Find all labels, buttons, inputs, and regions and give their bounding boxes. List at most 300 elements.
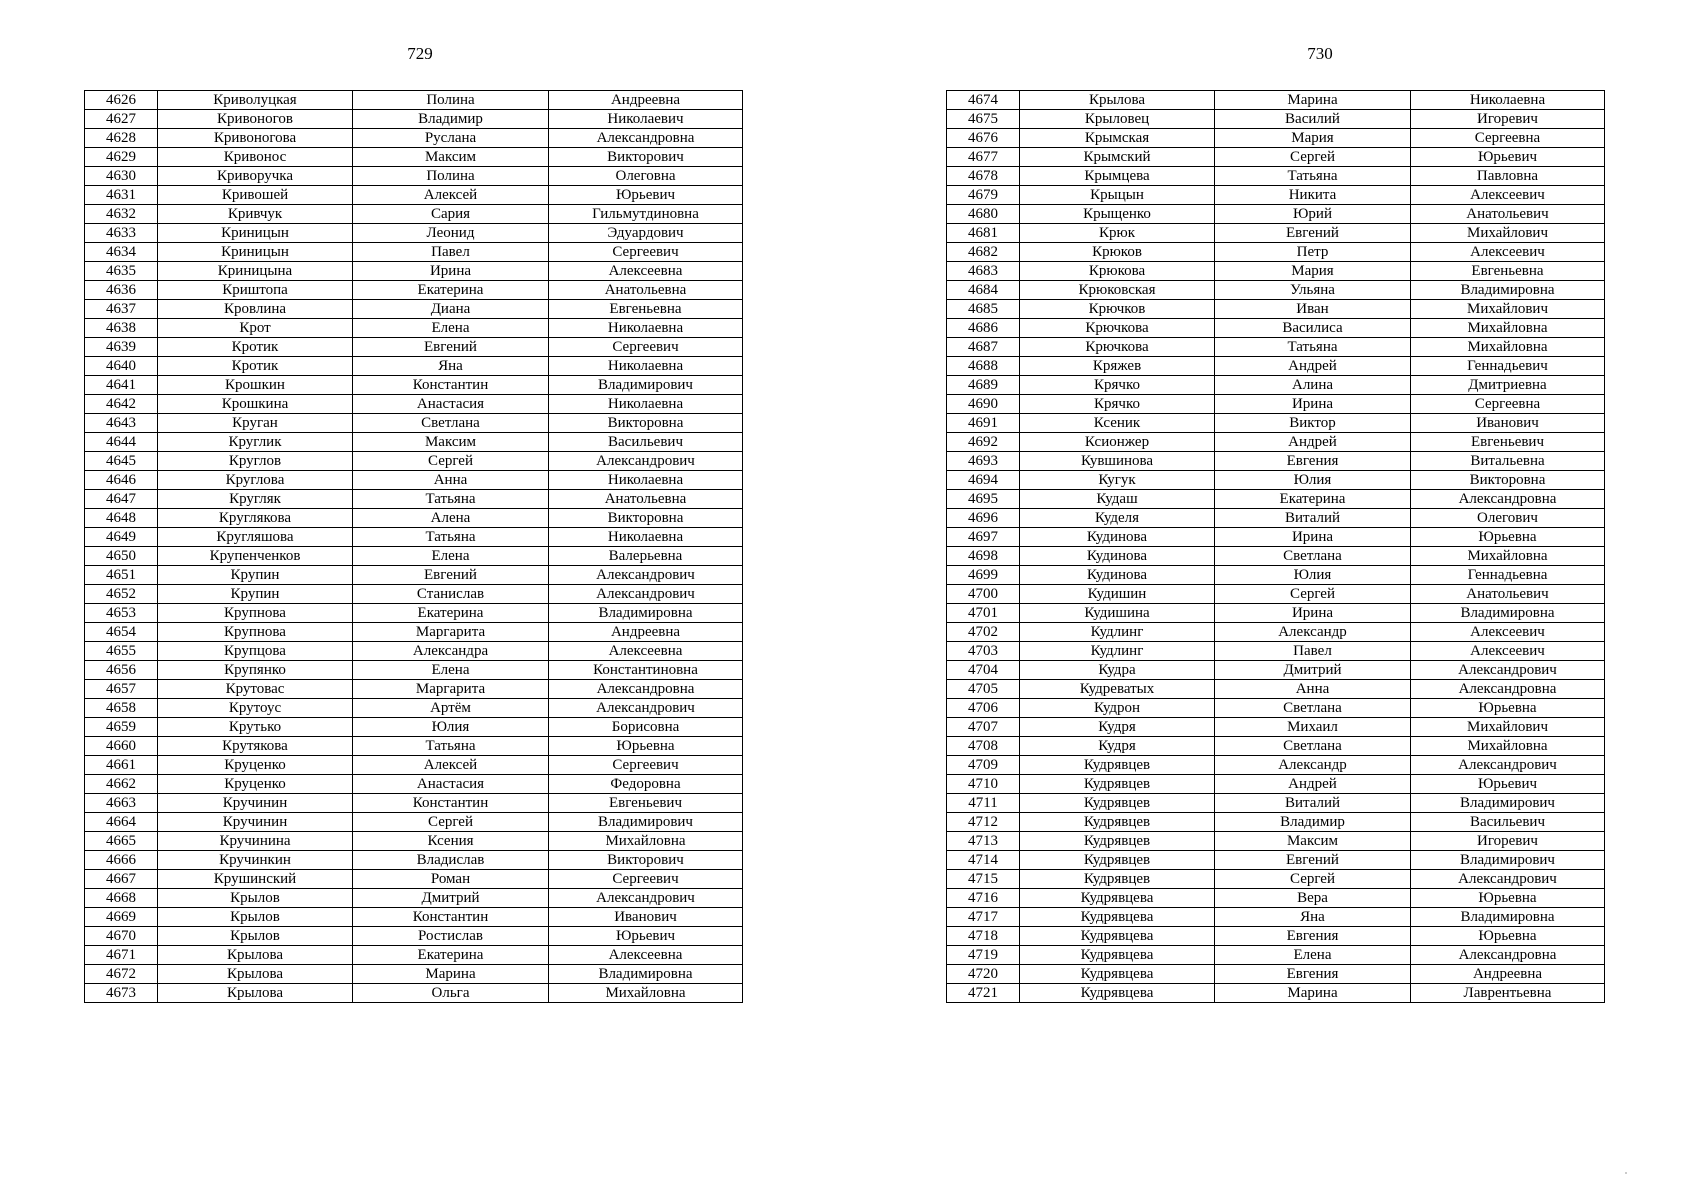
surname-cell: Крыщенко xyxy=(1020,205,1215,224)
table-row xyxy=(947,262,1605,281)
first-name-cell: Анна xyxy=(353,471,549,490)
record-number-cell: 4686 xyxy=(947,319,1020,338)
first-name-cell: Василий xyxy=(1215,110,1411,129)
record-number-cell: 4647 xyxy=(85,490,158,509)
first-name-cell: Сергей xyxy=(1215,148,1411,167)
patronymic-cell: Николаевна xyxy=(549,471,743,490)
first-name-cell: Анастасия xyxy=(353,395,549,414)
table-row xyxy=(947,148,1605,167)
table-row xyxy=(85,395,743,414)
first-name-cell: Владимир xyxy=(1215,813,1411,832)
surname-cell: Крутько xyxy=(158,718,353,737)
first-name-cell: Алексей xyxy=(353,756,549,775)
table-row xyxy=(85,927,743,946)
record-number-cell: 4716 xyxy=(947,889,1020,908)
surname-cell: Крупцова xyxy=(158,642,353,661)
first-name-cell: Марина xyxy=(1215,91,1411,110)
surname-cell: Крупянко xyxy=(158,661,353,680)
first-name-cell: Алина xyxy=(1215,376,1411,395)
patronymic-cell: Федоровна xyxy=(549,775,743,794)
first-name-cell: Константин xyxy=(353,908,549,927)
table-row xyxy=(85,699,743,718)
table-row xyxy=(947,281,1605,300)
record-number-cell: 4672 xyxy=(85,965,158,984)
table-row xyxy=(947,452,1605,471)
patronymic-cell: Александровна xyxy=(549,129,743,148)
surname-cell: Кругляк xyxy=(158,490,353,509)
surname-cell: Крылова xyxy=(158,946,353,965)
table-row xyxy=(947,965,1605,984)
patronymic-cell: Александровна xyxy=(1411,490,1605,509)
surname-cell: Куделя xyxy=(1020,509,1215,528)
patronymic-cell: Владимирович xyxy=(549,813,743,832)
table-row xyxy=(947,737,1605,756)
page-number: 729 xyxy=(407,44,433,63)
surname-cell: Кудрявцев xyxy=(1020,756,1215,775)
record-number-cell: 4665 xyxy=(85,832,158,851)
table-row xyxy=(947,870,1605,889)
table-row xyxy=(947,680,1605,699)
table-row xyxy=(85,566,743,585)
record-number-cell: 4718 xyxy=(947,927,1020,946)
first-name-cell: Сария xyxy=(353,205,549,224)
patronymic-cell: Александрович xyxy=(1411,661,1605,680)
surname-cell: Ксионжер xyxy=(1020,433,1215,452)
record-number-cell: 4676 xyxy=(947,129,1020,148)
surname-cell: Криштопа xyxy=(158,281,353,300)
surname-cell: Кривошей xyxy=(158,186,353,205)
first-name-cell: Полина xyxy=(353,167,549,186)
first-name-cell: Юлия xyxy=(353,718,549,737)
first-name-cell: Станислав xyxy=(353,585,549,604)
surname-cell: Кручинин xyxy=(158,813,353,832)
surname-cell: Кротик xyxy=(158,357,353,376)
table-row xyxy=(85,604,743,623)
table-row xyxy=(85,91,743,110)
record-number-cell: 4708 xyxy=(947,737,1020,756)
first-name-cell: Мария xyxy=(1215,129,1411,148)
record-number-cell: 4700 xyxy=(947,585,1020,604)
surname-cell: Крылова xyxy=(158,965,353,984)
surname-cell: Крючков xyxy=(1020,300,1215,319)
first-name-cell: Елена xyxy=(1215,946,1411,965)
table-row xyxy=(85,243,743,262)
patronymic-cell: Константиновна xyxy=(549,661,743,680)
surname-cell: Кудлинг xyxy=(1020,623,1215,642)
first-name-cell: Диана xyxy=(353,300,549,319)
table-row xyxy=(85,319,743,338)
first-name-cell: Маргарита xyxy=(353,680,549,699)
surname-cell: Крючкова xyxy=(1020,338,1215,357)
record-number-cell: 4658 xyxy=(85,699,158,718)
patronymic-cell: Александрович xyxy=(1411,756,1605,775)
record-number-cell: 4639 xyxy=(85,338,158,357)
first-name-cell: Полина xyxy=(353,91,549,110)
scan-dot-mark xyxy=(1625,1172,1627,1174)
table-row xyxy=(85,965,743,984)
surname-cell: Крюков xyxy=(1020,243,1215,262)
patronymic-cell: Юрьевна xyxy=(1411,927,1605,946)
record-number-cell: 4677 xyxy=(947,148,1020,167)
patronymic-cell: Викторович xyxy=(549,148,743,167)
patronymic-cell: Александрович xyxy=(549,889,743,908)
patronymic-cell: Александровна xyxy=(1411,680,1605,699)
first-name-cell: Андрей xyxy=(1215,433,1411,452)
first-name-cell: Максим xyxy=(353,433,549,452)
record-number-cell: 4642 xyxy=(85,395,158,414)
table-row xyxy=(947,186,1605,205)
record-number-cell: 4660 xyxy=(85,737,158,756)
table-row xyxy=(947,319,1605,338)
patronymic-cell: Васильевич xyxy=(1411,813,1605,832)
surname-cell: Крушинский xyxy=(158,870,353,889)
table-row xyxy=(947,376,1605,395)
first-name-cell: Татьяна xyxy=(353,737,549,756)
patronymic-cell: Александровна xyxy=(549,680,743,699)
record-number-cell: 4684 xyxy=(947,281,1020,300)
surname-cell: Кровлина xyxy=(158,300,353,319)
patronymic-cell: Николаевна xyxy=(549,528,743,547)
surname-cell: Круглова xyxy=(158,471,353,490)
surname-cell: Кудрявцев xyxy=(1020,870,1215,889)
first-name-cell: Ульяна xyxy=(1215,281,1411,300)
table-row xyxy=(947,490,1605,509)
first-name-cell: Анна xyxy=(1215,680,1411,699)
surname-cell: Крутовас xyxy=(158,680,353,699)
table-row xyxy=(947,167,1605,186)
first-name-cell: Андрей xyxy=(1215,357,1411,376)
patronymic-cell: Викторовна xyxy=(1411,471,1605,490)
patronymic-cell: Николаевна xyxy=(549,357,743,376)
table-row xyxy=(947,110,1605,129)
patronymic-cell: Владимирович xyxy=(1411,851,1605,870)
surname-cell: Криворучка xyxy=(158,167,353,186)
first-name-cell: Светлана xyxy=(1215,737,1411,756)
patronymic-cell: Павловна xyxy=(1411,167,1605,186)
table-row xyxy=(85,186,743,205)
first-name-cell: Евгений xyxy=(353,566,549,585)
surname-cell: Крупнова xyxy=(158,623,353,642)
first-name-cell: Яна xyxy=(353,357,549,376)
surname-cell: Круган xyxy=(158,414,353,433)
table-row xyxy=(947,471,1605,490)
page-left xyxy=(0,0,847,1200)
table-row xyxy=(85,148,743,167)
table-row xyxy=(947,566,1605,585)
first-name-cell: Владислав xyxy=(353,851,549,870)
table-row xyxy=(85,224,743,243)
record-number-cell: 4678 xyxy=(947,167,1020,186)
surname-cell: Крутякова xyxy=(158,737,353,756)
record-number-cell: 4644 xyxy=(85,433,158,452)
record-number-cell: 4695 xyxy=(947,490,1020,509)
patronymic-cell: Геннадьевич xyxy=(1411,357,1605,376)
patronymic-cell: Александрович xyxy=(549,699,743,718)
first-name-cell: Ксения xyxy=(353,832,549,851)
first-name-cell: Александра xyxy=(353,642,549,661)
record-number-cell: 4669 xyxy=(85,908,158,927)
surname-cell: Кудрявцева xyxy=(1020,908,1215,927)
first-name-cell: Екатерина xyxy=(353,281,549,300)
table-row xyxy=(85,490,743,509)
first-name-cell: Мария xyxy=(1215,262,1411,281)
record-number-cell: 4655 xyxy=(85,642,158,661)
table-row xyxy=(85,851,743,870)
record-number-cell: 4651 xyxy=(85,566,158,585)
surname-cell: Крячко xyxy=(1020,376,1215,395)
first-name-cell: Елена xyxy=(353,319,549,338)
surname-cell: Кудишин xyxy=(1020,585,1215,604)
first-name-cell: Сергей xyxy=(353,813,549,832)
patronymic-cell: Николаевна xyxy=(549,395,743,414)
table-row xyxy=(85,547,743,566)
patronymic-cell: Юрьевна xyxy=(549,737,743,756)
patronymic-cell: Евгеньевна xyxy=(1411,262,1605,281)
first-name-cell: Михаил xyxy=(1215,718,1411,737)
table-row xyxy=(947,661,1605,680)
record-number-cell: 4687 xyxy=(947,338,1020,357)
first-name-cell: Виталий xyxy=(1215,509,1411,528)
record-number-cell: 4713 xyxy=(947,832,1020,851)
record-number-cell: 4689 xyxy=(947,376,1020,395)
first-name-cell: Леонид xyxy=(353,224,549,243)
table-row xyxy=(947,699,1605,718)
patronymic-cell: Михайловна xyxy=(1411,547,1605,566)
record-number-cell: 4692 xyxy=(947,433,1020,452)
patronymic-cell: Алексеевна xyxy=(549,946,743,965)
table-row xyxy=(947,623,1605,642)
patronymic-cell: Михайловна xyxy=(549,832,743,851)
first-name-cell: Екатерина xyxy=(353,946,549,965)
patronymic-cell: Валерьевна xyxy=(549,547,743,566)
patronymic-cell: Михайлович xyxy=(1411,718,1605,737)
first-name-cell: Евгения xyxy=(1215,965,1411,984)
record-number-cell: 4632 xyxy=(85,205,158,224)
surname-cell: Кручинина xyxy=(158,832,353,851)
patronymic-cell: Гильмутдиновна xyxy=(549,205,743,224)
record-number-cell: 4680 xyxy=(947,205,1020,224)
record-number-cell: 4720 xyxy=(947,965,1020,984)
patronymic-cell: Михайловна xyxy=(1411,737,1605,756)
surname-cell: Крюкова xyxy=(1020,262,1215,281)
surname-cell: Кудрявцев xyxy=(1020,794,1215,813)
record-number-cell: 4661 xyxy=(85,756,158,775)
patronymic-cell: Александрович xyxy=(549,585,743,604)
surname-cell: Крылов xyxy=(158,927,353,946)
patronymic-cell: Алексеевич xyxy=(1411,642,1605,661)
table-row xyxy=(85,205,743,224)
table-row xyxy=(947,509,1605,528)
record-number-cell: 4719 xyxy=(947,946,1020,965)
record-number-cell: 4633 xyxy=(85,224,158,243)
record-number-cell: 4643 xyxy=(85,414,158,433)
table-row xyxy=(947,718,1605,737)
patronymic-cell: Юрьевич xyxy=(1411,148,1605,167)
patronymic-cell: Олегович xyxy=(1411,509,1605,528)
table-row xyxy=(947,851,1605,870)
surname-cell: Кудра xyxy=(1020,661,1215,680)
patronymic-cell: Михайловна xyxy=(1411,338,1605,357)
table-row xyxy=(947,300,1605,319)
surname-cell: Криволуцкая xyxy=(158,91,353,110)
surname-cell: Криницын xyxy=(158,243,353,262)
roster-body xyxy=(85,91,743,1003)
table-row xyxy=(947,984,1605,1003)
first-name-cell: Иван xyxy=(1215,300,1411,319)
patronymic-cell: Андреевна xyxy=(549,623,743,642)
first-name-cell: Виталий xyxy=(1215,794,1411,813)
record-number-cell: 4688 xyxy=(947,357,1020,376)
record-number-cell: 4654 xyxy=(85,623,158,642)
patronymic-cell: Сергеевич xyxy=(549,870,743,889)
first-name-cell: Светлана xyxy=(353,414,549,433)
patronymic-cell: Анатольевич xyxy=(1411,205,1605,224)
table-row xyxy=(947,832,1605,851)
first-name-cell: Ростислав xyxy=(353,927,549,946)
table-row xyxy=(947,433,1605,452)
patronymic-cell: Юрьевич xyxy=(1411,775,1605,794)
patronymic-cell: Евгеньевич xyxy=(549,794,743,813)
table-row xyxy=(947,604,1605,623)
record-number-cell: 4693 xyxy=(947,452,1020,471)
record-number-cell: 4659 xyxy=(85,718,158,737)
first-name-cell: Сергей xyxy=(353,452,549,471)
table-row xyxy=(85,281,743,300)
surname-cell: Кручинкин xyxy=(158,851,353,870)
patronymic-cell: Николаевна xyxy=(549,319,743,338)
first-name-cell: Юлия xyxy=(1215,471,1411,490)
record-number-cell: 4701 xyxy=(947,604,1020,623)
record-number-cell: 4653 xyxy=(85,604,158,623)
patronymic-cell: Юрьевич xyxy=(549,927,743,946)
record-number-cell: 4712 xyxy=(947,813,1020,832)
record-number-cell: 4662 xyxy=(85,775,158,794)
patronymic-cell: Витальевна xyxy=(1411,452,1605,471)
surname-cell: Крыловец xyxy=(1020,110,1215,129)
table-row xyxy=(85,471,743,490)
first-name-cell: Дмитрий xyxy=(353,889,549,908)
table-row xyxy=(947,357,1605,376)
first-name-cell: Юрий xyxy=(1215,205,1411,224)
first-name-cell: Ирина xyxy=(353,262,549,281)
patronymic-cell: Анатольевна xyxy=(549,490,743,509)
patronymic-cell: Евгеньевна xyxy=(549,300,743,319)
record-number-cell: 4671 xyxy=(85,946,158,965)
surname-cell: Кривонос xyxy=(158,148,353,167)
surname-cell: Кудинова xyxy=(1020,528,1215,547)
surname-cell: Кудрявцева xyxy=(1020,927,1215,946)
first-name-cell: Евгения xyxy=(1215,927,1411,946)
surname-cell: Крымская xyxy=(1020,129,1215,148)
roster-body xyxy=(947,91,1605,1003)
record-number-cell: 4709 xyxy=(947,756,1020,775)
patronymic-cell: Дмитриевна xyxy=(1411,376,1605,395)
first-name-cell: Константин xyxy=(353,376,549,395)
table-row xyxy=(85,167,743,186)
first-name-cell: Евгений xyxy=(1215,224,1411,243)
record-number-cell: 4649 xyxy=(85,528,158,547)
surname-cell: Кудишина xyxy=(1020,604,1215,623)
first-name-cell: Максим xyxy=(353,148,549,167)
patronymic-cell: Анатольевич xyxy=(1411,585,1605,604)
table-row xyxy=(947,91,1605,110)
patronymic-cell: Михайлович xyxy=(1411,300,1605,319)
table-row xyxy=(85,414,743,433)
record-number-cell: 4715 xyxy=(947,870,1020,889)
surname-cell: Кривоногов xyxy=(158,110,353,129)
record-number-cell: 4628 xyxy=(85,129,158,148)
patronymic-cell: Олеговна xyxy=(549,167,743,186)
table-row xyxy=(947,813,1605,832)
table-row xyxy=(85,357,743,376)
table-row xyxy=(85,642,743,661)
patronymic-cell: Васильевич xyxy=(549,433,743,452)
surname-cell: Кудрон xyxy=(1020,699,1215,718)
surname-cell: Кувшинова xyxy=(1020,452,1215,471)
surname-cell: Кугук xyxy=(1020,471,1215,490)
record-number-cell: 4691 xyxy=(947,414,1020,433)
patronymic-cell: Николаевна xyxy=(1411,91,1605,110)
surname-cell: Кудинова xyxy=(1020,547,1215,566)
patronymic-cell: Игоревич xyxy=(1411,832,1605,851)
record-number-cell: 4674 xyxy=(947,91,1020,110)
first-name-cell: Константин xyxy=(353,794,549,813)
surname-cell: Кудреватых xyxy=(1020,680,1215,699)
record-number-cell: 4710 xyxy=(947,775,1020,794)
surname-cell: Кудлинг xyxy=(1020,642,1215,661)
patronymic-cell: Алексеевна xyxy=(549,642,743,661)
patronymic-cell: Сергеевна xyxy=(1411,395,1605,414)
surname-cell: Кудрявцева xyxy=(1020,984,1215,1003)
patronymic-cell: Иванович xyxy=(549,908,743,927)
first-name-cell: Анастасия xyxy=(353,775,549,794)
surname-cell: Круценко xyxy=(158,756,353,775)
surname-cell: Крупин xyxy=(158,585,353,604)
surname-cell: Крошкина xyxy=(158,395,353,414)
first-name-cell: Маргарита xyxy=(353,623,549,642)
patronymic-cell: Анатольевна xyxy=(549,281,743,300)
patronymic-cell: Александровна xyxy=(1411,946,1605,965)
surname-cell: Кудаш xyxy=(1020,490,1215,509)
first-name-cell: Виктор xyxy=(1215,414,1411,433)
record-number-cell: 4664 xyxy=(85,813,158,832)
surname-cell: Кротик xyxy=(158,338,353,357)
surname-cell: Кудрявцев xyxy=(1020,832,1215,851)
record-number-cell: 4711 xyxy=(947,794,1020,813)
surname-cell: Кривоногова xyxy=(158,129,353,148)
first-name-cell: Екатерина xyxy=(353,604,549,623)
patronymic-cell: Сергеевич xyxy=(549,243,743,262)
record-number-cell: 4675 xyxy=(947,110,1020,129)
patronymic-cell: Владимирович xyxy=(1411,794,1605,813)
table-row xyxy=(947,243,1605,262)
first-name-cell: Алексей xyxy=(353,186,549,205)
table-row xyxy=(947,395,1605,414)
patronymic-cell: Алексеевна xyxy=(549,262,743,281)
record-number-cell: 4699 xyxy=(947,566,1020,585)
surname-cell: Крот xyxy=(158,319,353,338)
surname-cell: Кривчук xyxy=(158,205,353,224)
first-name-cell: Петр xyxy=(1215,243,1411,262)
surname-cell: Кудрявцева xyxy=(1020,965,1215,984)
record-number-cell: 4703 xyxy=(947,642,1020,661)
first-name-cell: Василиса xyxy=(1215,319,1411,338)
table-row xyxy=(85,794,743,813)
patronymic-cell: Игоревич xyxy=(1411,110,1605,129)
record-number-cell: 4714 xyxy=(947,851,1020,870)
table-row xyxy=(947,794,1605,813)
roster-table xyxy=(946,90,1605,1003)
